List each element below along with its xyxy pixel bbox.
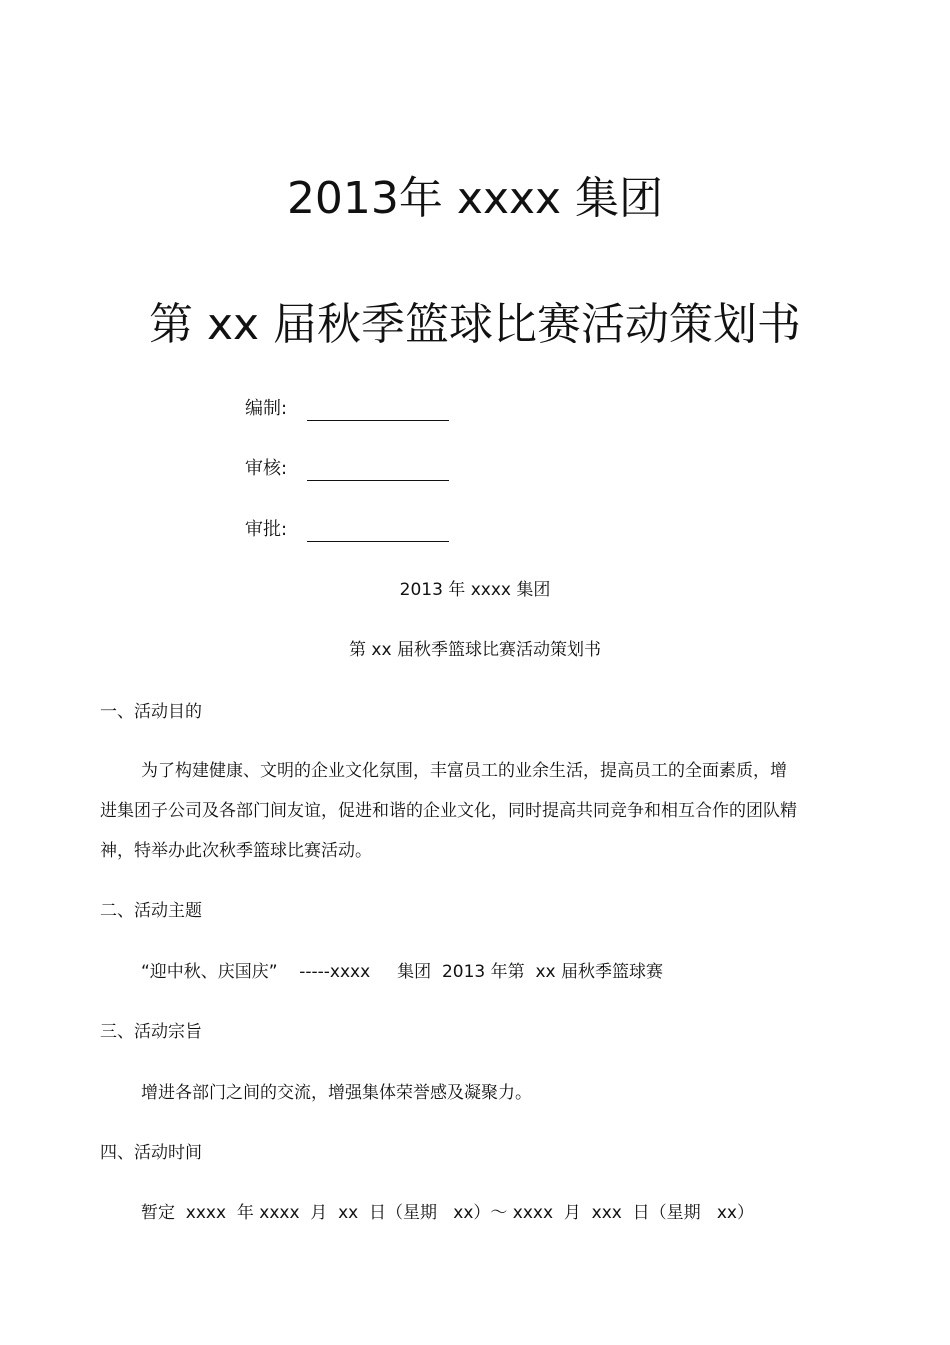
section-body-purpose: 为了构建健康、文明的企业文化氛围，丰富员工的业余生活，提高员工的全面素质，增进集团子公司及各部门间友谊，促进和谐的企业文化，同时提高共同竞争和相互合作的团队精神，特举办此次秋季篮球比赛活动。 bbox=[100, 761, 797, 861]
signoff-row-compiler bbox=[245, 397, 449, 421]
section-body-tenet: 增进各部门之间的交流，增强集体荣誉感及凝聚力。 bbox=[141, 1083, 532, 1103]
doc-header-line2: 第 xx 届秋季篮球比赛活动策划书 bbox=[349, 640, 601, 660]
cover-title-line2: 第 xx 届秋季篮球比赛活动策划书 bbox=[148, 299, 802, 350]
signoff-blank-line bbox=[307, 458, 449, 481]
signoff-row-reviewer bbox=[245, 457, 449, 481]
cover-title-line1: 2013年 xxxx 集团 bbox=[286, 173, 664, 224]
section-body-time: 暂定 xxxx 年 xxxx 月 xx 日（星期 xx）～ xxxx 月 xxx 日（星期 xx） bbox=[141, 1203, 754, 1223]
signoff-label: 审批: bbox=[245, 519, 288, 540]
signoff-label: 编制: bbox=[245, 398, 288, 419]
section-heading-tenet: 三、活动宗旨 bbox=[100, 1022, 202, 1042]
signoff-blank-line bbox=[307, 398, 449, 421]
signoff-blank-line bbox=[307, 519, 449, 542]
section-heading-time: 四、活动时间 bbox=[100, 1143, 202, 1163]
signoff-label: 审核: bbox=[245, 458, 288, 479]
section-body-theme: “迎中秋、庆国庆” -----xxxx 集团 2013 年第 xx 届秋季篮球赛 bbox=[141, 962, 663, 982]
section-heading-theme: 二、活动主题 bbox=[100, 901, 202, 921]
signoff-row-approver bbox=[245, 518, 449, 542]
section-heading-purpose: 一、活动目的 bbox=[100, 702, 202, 722]
doc-header-line1: 2013 年 xxxx 集团 bbox=[399, 580, 551, 600]
